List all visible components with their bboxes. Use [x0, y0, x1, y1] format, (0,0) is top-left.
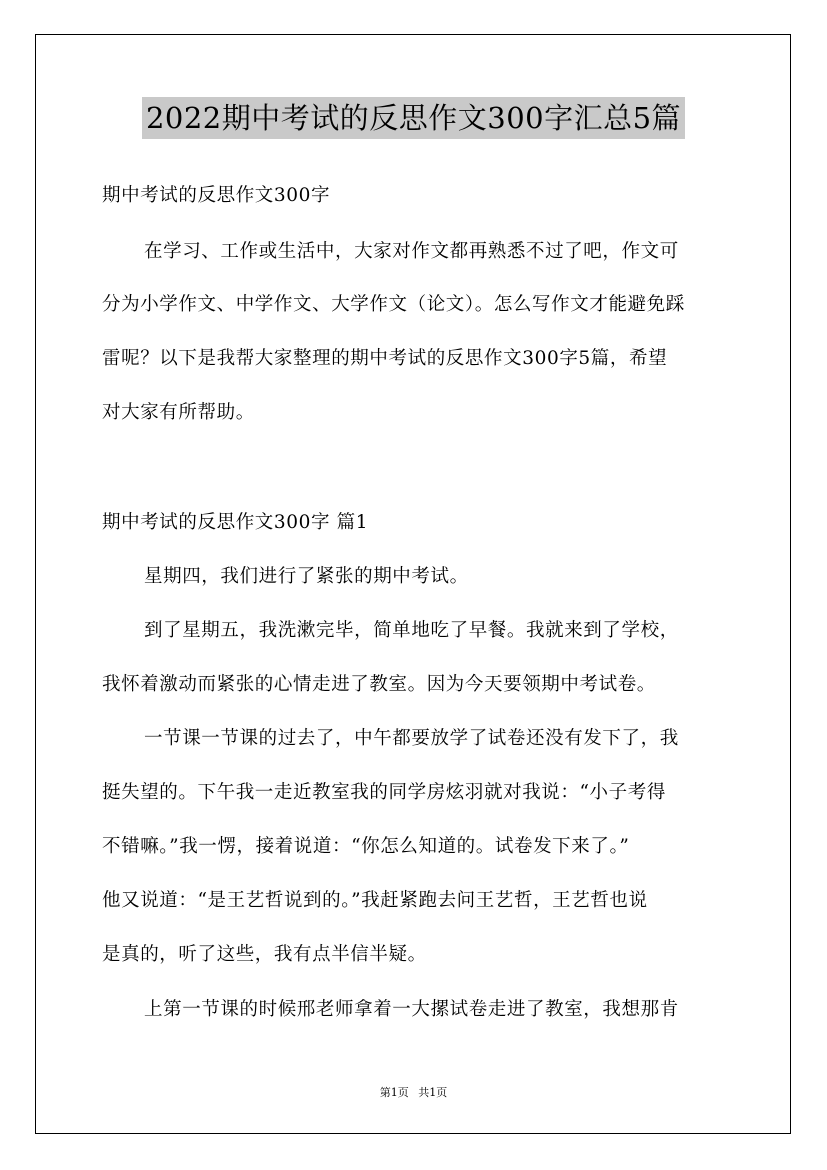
page-number: 第1页 [379, 1086, 409, 1099]
paragraph-line: 分为小学作文、中学作文、大学作文（论文）。怎么写作文才能避免踩 [102, 294, 685, 315]
paragraph-line: 挺失望的。下午我一走近教室我的同学房炫羽就对我说：“小子考得 [102, 782, 666, 803]
paragraph-line: 星期四，我们进行了紧张的期中考试。 [144, 566, 469, 587]
paragraph-line: 对大家有所帮助。 [102, 402, 255, 423]
section-heading: 期中考试的反思作文300字 [102, 185, 331, 206]
paragraph-line: 不错嘛。”我一愣，接着说道：“你怎么知道的。试卷发下来了。” [102, 836, 630, 857]
paragraph-line: 在学习、工作或生活中，大家对作文都再熟悉不过了吧，作文可 [144, 241, 679, 262]
section-heading: 期中考试的反思作文300字 篇1 [102, 512, 369, 533]
paragraph-line: 雷呢？以下是我帮大家整理的期中考试的反思作文300字5篇，希望 [102, 348, 668, 369]
paragraph-line: 他又说道：“是王艺哲说到的。”我赶紧跑去问王艺哲，王艺哲也说 [102, 890, 648, 911]
paragraph-line: 到了星期五，我洗漱完毕，简单地吃了早餐。我就来到了学校， [144, 620, 679, 641]
paragraph-line: 是真的，听了这些，我有点半信半疑。 [102, 944, 427, 965]
page-total: 共1页 [418, 1086, 448, 1099]
paragraph-line: 我怀着激动而紧张的心情走进了教室。因为今天要领期中考试卷。 [102, 674, 656, 695]
title-block [0, 97, 827, 139]
document-title: 2022期中考试的反思作文300字汇总5篇 [142, 97, 685, 139]
paragraph-line: 上第一节课的时候邢老师拿着一大摞试卷走进了教室，我想那肯 [144, 999, 679, 1020]
page-footer [0, 1084, 827, 1100]
paragraph-line: 一节课一节课的过去了，中午都要放学了试卷还没有发下了，我 [144, 728, 679, 749]
